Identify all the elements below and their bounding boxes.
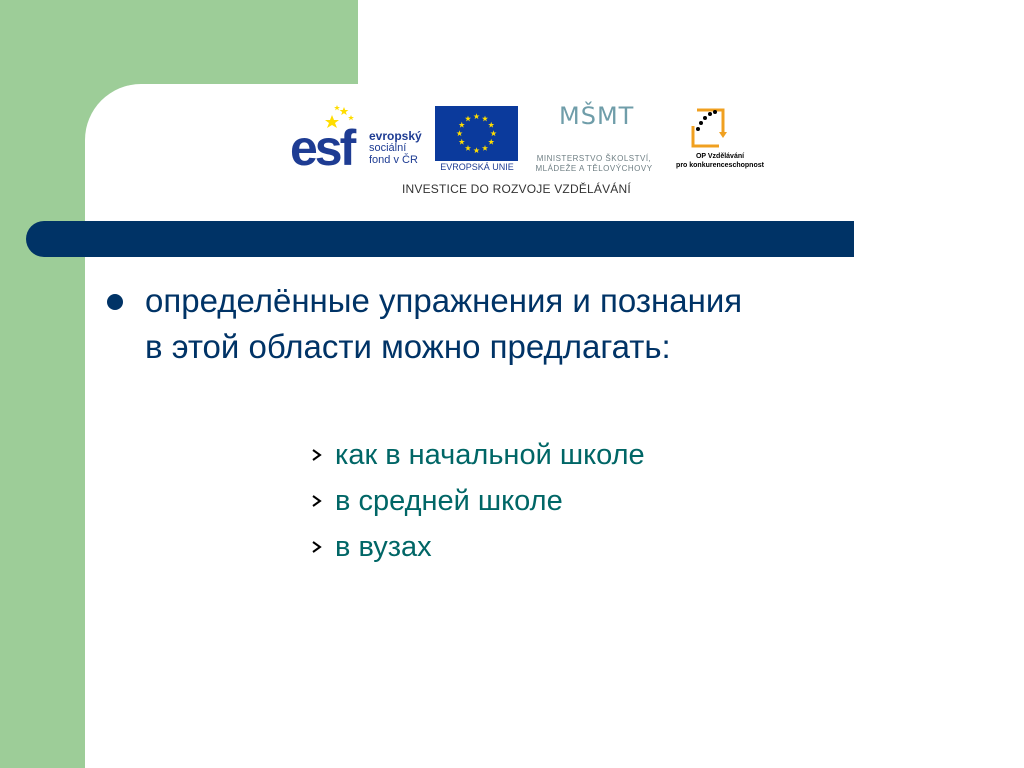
op-name: [675, 152, 765, 170]
esf-logo: [290, 105, 430, 175]
eu-star: [482, 116, 488, 122]
eu-star: [456, 130, 462, 136]
msmt-logo: [524, 104, 664, 176]
arrow-bullet-icon: [310, 448, 324, 462]
esf-line3: fond v ČR: [369, 154, 418, 166]
eu-star: [459, 122, 465, 128]
main-line-1: определённые упражнения и познания: [145, 282, 743, 319]
op-logo: [675, 106, 765, 176]
eu-star: [488, 122, 494, 128]
esf-wordmark: esf: [290, 120, 354, 176]
esf-line2: sociální: [369, 142, 407, 154]
op-emblem-icon: [675, 106, 765, 151]
msmt-mark: MŠMT: [559, 102, 635, 130]
arrow-bullet-icon: [310, 540, 324, 554]
msmt-line2: MLÁDEŽE A TĚLOVÝCHOVY: [535, 164, 653, 173]
bullet-dot-icon: [107, 294, 123, 310]
eu-star: [473, 113, 479, 119]
eu-star: [459, 139, 465, 145]
eu-star: [465, 116, 471, 122]
esf-text: [369, 130, 422, 166]
eu-star: [490, 130, 496, 136]
esf-line1: evropský: [369, 129, 422, 143]
eu-label: EVROPSKÁ UNIE: [440, 162, 514, 172]
msmt-line1: MINISTERSTVO ŠKOLSTVÍ,: [536, 154, 652, 163]
eu-star: [488, 139, 494, 145]
eu-logo: [435, 106, 520, 176]
sub-bullet-text: в средней школе: [335, 485, 563, 517]
eu-flag: [435, 106, 518, 161]
msmt-name: [524, 154, 664, 174]
sub-bullet-text: как в начальной школе: [335, 439, 645, 471]
op-line1: OP Vzdělávání: [695, 153, 745, 160]
eu-star: [473, 147, 479, 153]
eu-stars-icon: [435, 106, 518, 161]
sub-bullet-text: в вузах: [335, 531, 432, 563]
logo-caption: INVESTICE DO ROZVOJE VZDĚLÁVÁNÍ: [402, 182, 631, 196]
eu-star: [465, 145, 471, 151]
main-line-2: в этой области можно предлагать:: [145, 328, 671, 365]
main-bullet-text: [145, 278, 742, 370]
logo-strip: [290, 100, 770, 200]
green-sidebar: [0, 0, 85, 768]
op-line2: pro konkurenceschopnost: [676, 162, 764, 169]
arrow-bullet-icon: [310, 494, 324, 508]
eu-star: [482, 145, 488, 151]
title-bar: [26, 221, 854, 257]
